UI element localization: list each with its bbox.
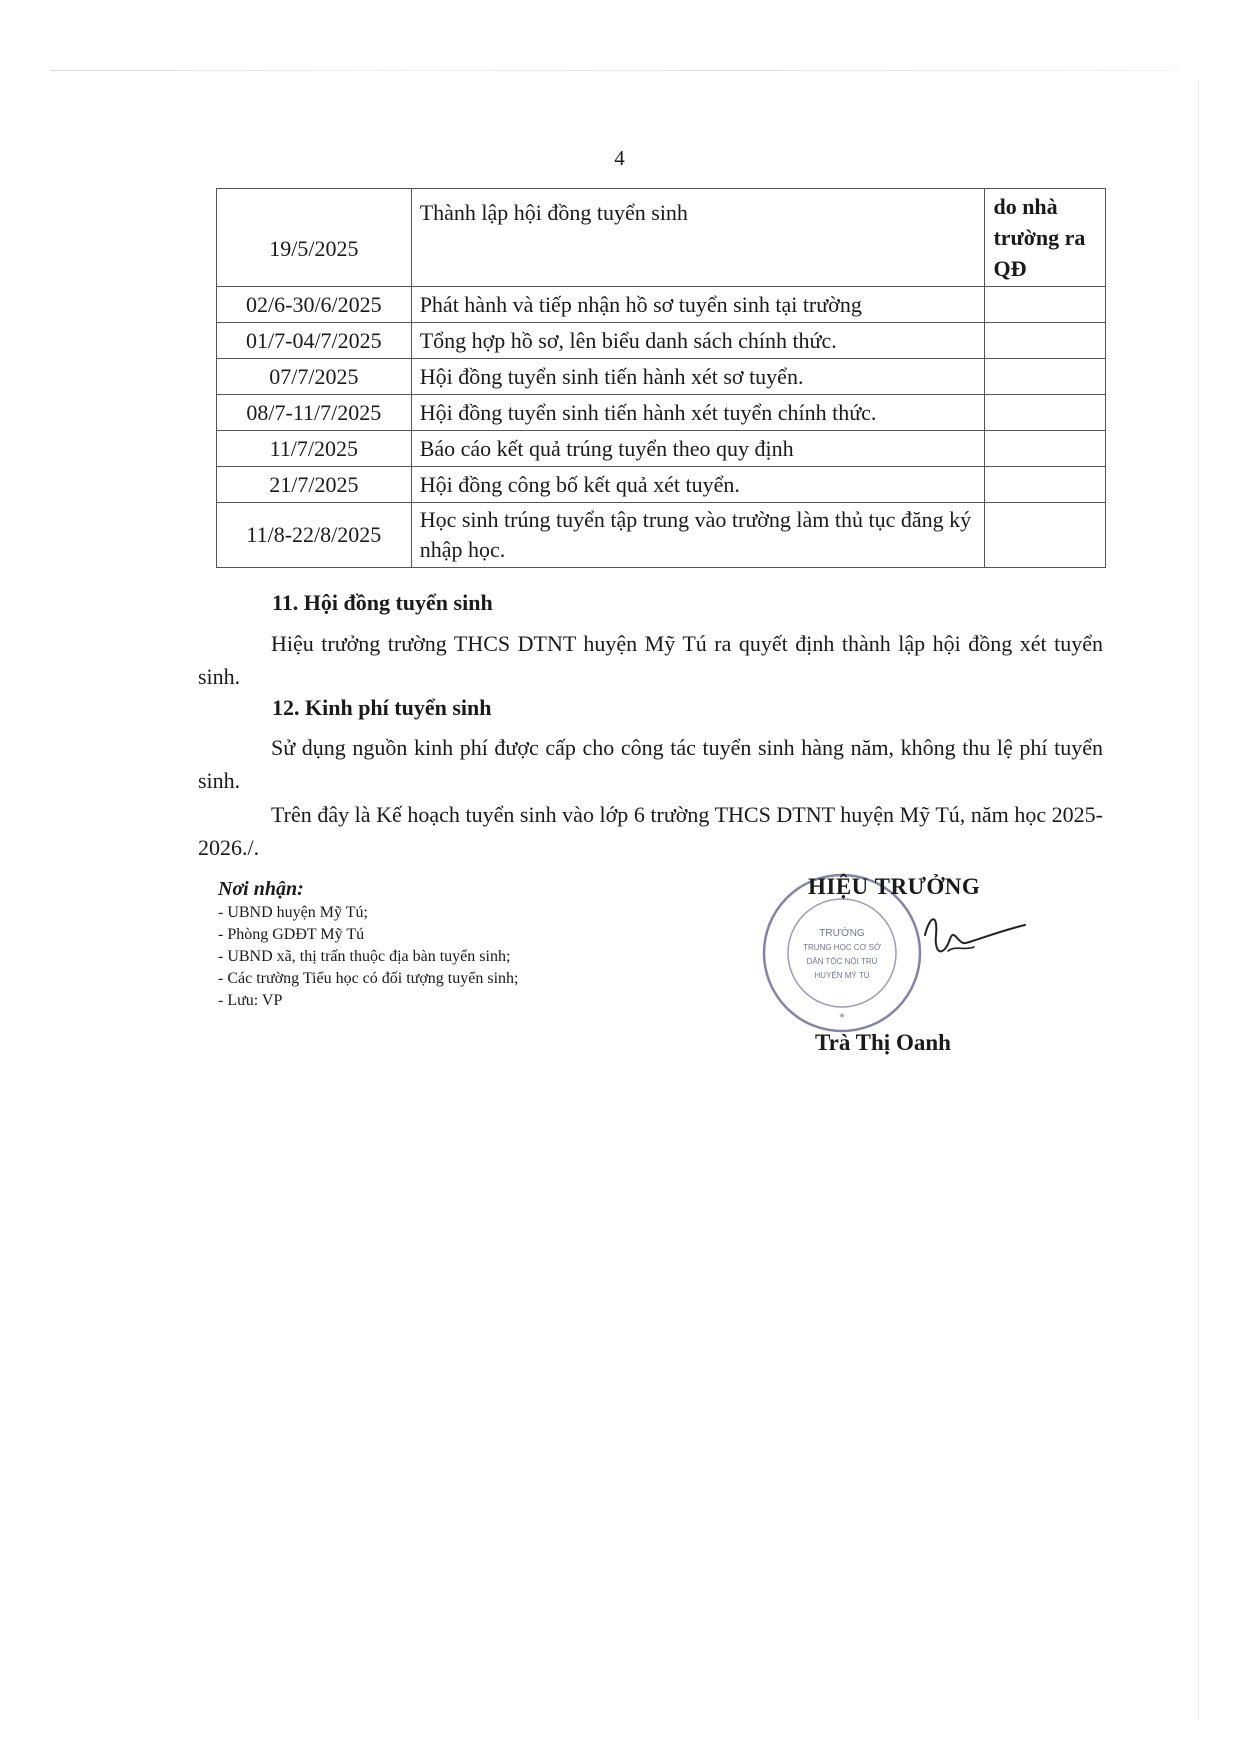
table-row [217, 503, 1106, 568]
table-row [217, 359, 1106, 395]
note-cell [985, 395, 1106, 431]
table-row [217, 323, 1106, 359]
task-cell: Hội đồng công bố kết quả xét tuyển. [411, 467, 985, 503]
recipients-title: Nơi nhận: [218, 878, 304, 900]
signer-title: HIỆU TRƯỞNG [808, 874, 981, 899]
note-cell [985, 287, 1106, 323]
recipients-block [218, 876, 518, 1012]
task-cell: Hội đồng tuyển sinh tiến hành xét tuyển chính thức. [411, 395, 985, 431]
note-cell [985, 503, 1106, 568]
task-cell: Hội đồng tuyển sinh tiến hành xét sơ tuyển. [411, 359, 985, 395]
section-11-body: Hiệu trưởng trường THCS DTNT huyện Mỹ Tú ra quyết định thành lập hội đồng xét tuyển sinh. [198, 631, 1103, 689]
section-12-heading: 12. Kinh phí tuyển sinh [272, 695, 492, 720]
task-cell: Học sinh trúng tuyển tập trung vào trường làm thủ tục đăng ký nhập học. [411, 503, 985, 568]
closing-paragraph: Trên đây là Kế hoạch tuyển sinh vào lớp 6 trường THCS DTNT huyện Mỹ Tú, năm học 2025-2026./. [198, 802, 1103, 860]
recipient-item: - Lưu: VP [218, 992, 283, 1009]
recipient-item: - Phòng GDĐT Mỹ Tú [218, 926, 365, 943]
scan-artifact-right [1198, 80, 1199, 1720]
task-cell: Tổng hợp hồ sơ, lên biểu danh sách chính thức. [411, 323, 985, 359]
date-cell: 01/7-04/7/2025 [217, 323, 412, 359]
task-cell: Phát hành và tiếp nhận hồ sơ tuyển sinh tại trường [411, 287, 985, 323]
svg-text:HUYỆN MỸ TÚ: HUYỆN MỸ TÚ [814, 971, 870, 980]
schedule-table [216, 188, 1106, 568]
task-cell: Thành lập hội đồng tuyển sinh [411, 189, 985, 287]
date-cell: 11/8-22/8/2025 [217, 503, 412, 568]
table-row [217, 189, 1106, 287]
date-cell: 21/7/2025 [217, 467, 412, 503]
section-11-heading: 11. Hội đồng tuyển sinh [272, 590, 493, 615]
scan-artifact-top [50, 70, 1180, 71]
recipient-item: - UBND huyện Mỹ Tú; [218, 904, 368, 921]
recipient-item: - Các trường Tiểu học có đối tượng tuyển sinh; [218, 970, 519, 987]
recipient-item: - UBND xã, thị trấn thuộc địa bàn tuyển sinh; [218, 948, 511, 965]
section-12-body: Sử dụng nguồn kinh phí được cấp cho công tác tuyển sinh hàng năm, không thu lệ phí tuyển sinh. [198, 735, 1103, 793]
note-cell [985, 359, 1106, 395]
page-number: 4 [614, 146, 625, 170]
date-cell: 08/7-11/7/2025 [217, 395, 412, 431]
svg-text:★: ★ [838, 1011, 846, 1020]
table-row [217, 431, 1106, 467]
date-cell: 07/7/2025 [217, 359, 412, 395]
date-cell: 19/5/2025 [217, 189, 412, 287]
svg-text:TRƯỜNG: TRƯỜNG [819, 928, 865, 939]
table-row [217, 287, 1106, 323]
note-cell [985, 467, 1106, 503]
handwritten-signature [920, 905, 1030, 965]
svg-text:TRUNG HỌC CƠ SỞ: TRUNG HỌC CƠ SỞ [803, 943, 881, 952]
task-cell: Báo cáo kết quả trúng tuyển theo quy định [411, 431, 985, 467]
note-cell: do nhà trường ra QĐ [985, 189, 1106, 287]
note-cell [985, 323, 1106, 359]
table-row [217, 467, 1106, 503]
date-cell: 11/7/2025 [217, 431, 412, 467]
svg-text:DÂN TỘC NỘI TRÚ: DÂN TỘC NỘI TRÚ [806, 957, 878, 966]
signer-name: Trà Thị Oanh [815, 1030, 951, 1055]
table-row [217, 395, 1106, 431]
note-cell [985, 431, 1106, 467]
date-cell: 02/6-30/6/2025 [217, 287, 412, 323]
